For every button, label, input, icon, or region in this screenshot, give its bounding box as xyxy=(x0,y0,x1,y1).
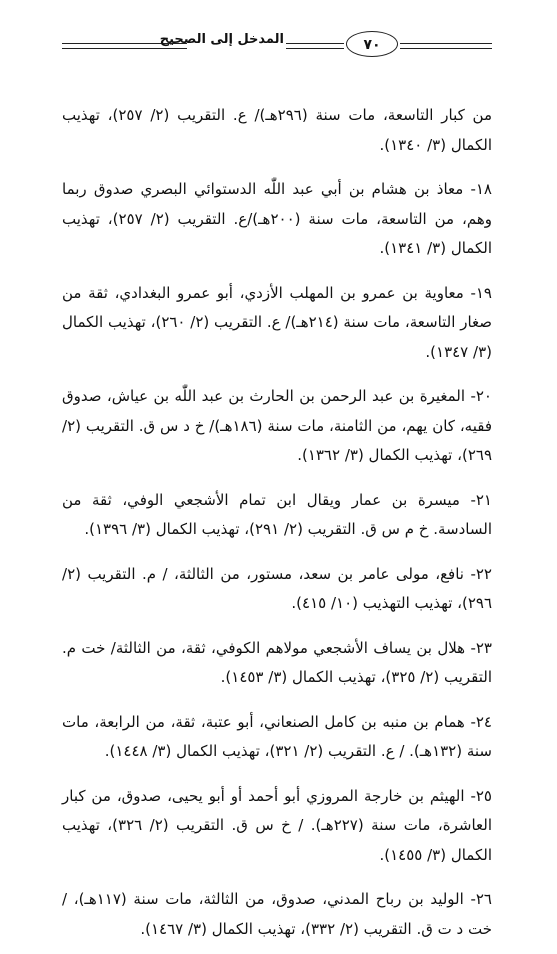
narrator-entry-19: ١٩- معاوية بن عمرو بن المهلب الأزدي، أبو عمرو البغدادي، ثقة من صغار التاسعة، مات سنة (٢١٤هـ)/ ع. التقريب (٢/ ٢٦٠)، تهذيب الكمال (٣/ ١٣٤٧). xyxy=(62,283,492,361)
header-rule-right xyxy=(400,43,492,49)
narrator-entry-25: ٢٥- الهيثم بن خارجة المروزي أبو أحمد أو أبو يحيى، صدوق، من كبار العاشرة، مات سنة (٢٢٧هـ). / خ س ق. التقريب (٢/ ٣٢٦)، تهذيب الكمال (٣/ ١٤٥٥). xyxy=(62,786,493,864)
narrator-entry-21: ٢١- ميسرة بن عمار ويقال ابن تمام الأشجعي الوفي، ثقة من السادسة. خ م س ق. التقريب (٢/ ٢٩١)، تهذيب الكمال (٣/ ١٣٩٦). xyxy=(62,490,492,538)
narrator-entry-26: ٢٦- الوليد بن رباح المدني، صدوق، من الثالثة، مات سنة (١١٧هـ)، / خت د ت ق. التقريب (٢/ ٣٣٢)، تهذيب الكمال (٣/ ١٤٦٧). xyxy=(62,890,492,938)
page-header xyxy=(62,30,492,64)
narrator-entry-20: ٢٠- المغيرة بن عبد الرحمن بن الحارث بن عبد اللّٰه بن عياش، صدوق فقيه، كان يهم، من الثامنة، مات سنة (١٨٦هـ)/ خ د س ق. التقريب (٢/ ٢٦٩)، تهذيب الكمال (٣/ ١٣٦٢). xyxy=(62,387,492,464)
narrator-entry-24: ٢٤- همام بن منبه بن كامل الصنعاني، أبو عتبة، ثقة، من الرابعة، مات سنة (١٣٢هـ). / ع. التقريب (٢/ ٣٢١)، تهذيب الكمال (٣/ ١٤٤٨). xyxy=(62,712,492,760)
continuation-paragraph: من كبار التاسعة، مات سنة (٢٩٦هـ)/ ع. التقريب (٢/ ٢٥٧)، تهذيب الكمال (٣/ ١٣٤٠). xyxy=(62,106,493,154)
narrator-entry-23: ٢٣- هلال بن يساف الأشجعي مولاهم الكوفي، ثقة، من الثالثة/ خت م. التقريب (٢/ ٣٢٥)، تهذيب الكمال (٣/ ١٤٥٣). xyxy=(62,638,492,686)
running-title: المدخل إلى الصحيح xyxy=(159,32,284,47)
page-body xyxy=(62,86,492,954)
narrator-entry-18: ١٨- معاذ بن هشام بن أبي عبد اللّٰه الدستوائي البصري صدوق ربما وهم، من التاسعة، مات سنة (٢٠٠هـ)/ع. التقريب (٢/ ٢٥٧)، تهذيب الكمال (٣/ ١٣٤١). xyxy=(62,180,493,257)
header-rule-middle xyxy=(286,43,344,49)
page-number: ٧٠ xyxy=(346,31,398,57)
narrator-entry-22: ٢٢- نافع، مولى عامر بن سعد، مستور، من الثالثة، / م. التقريب (٢/ ٢٩٦)، تهذيب التهذيب (١٠/ ٤١٥). xyxy=(62,564,492,612)
